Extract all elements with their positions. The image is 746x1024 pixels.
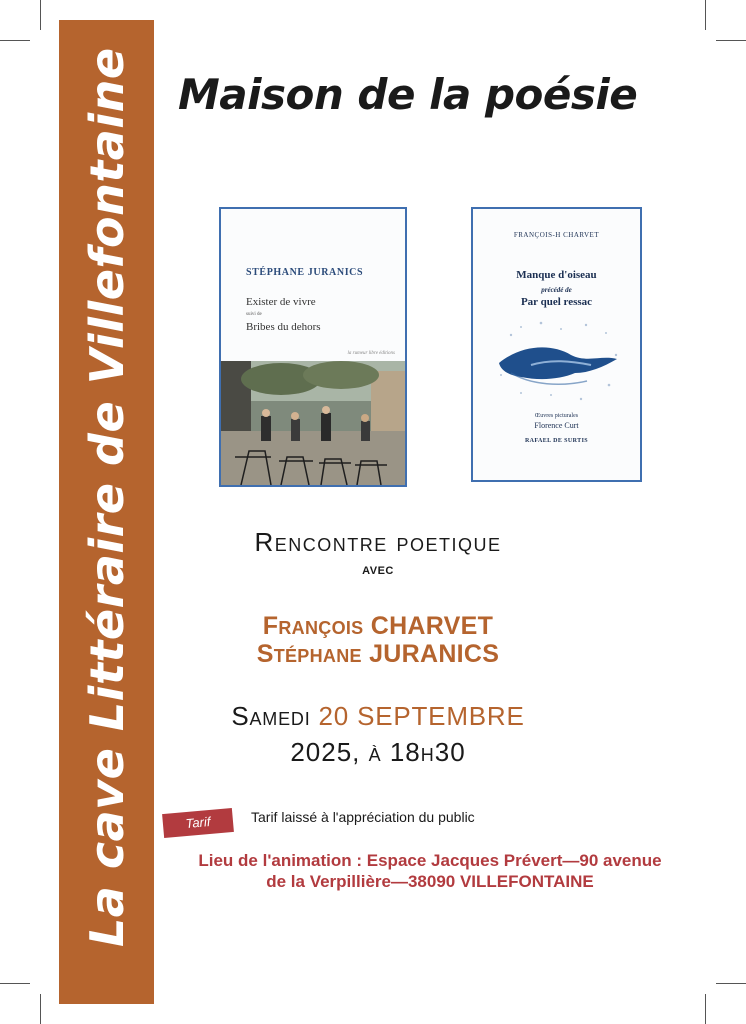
event-year-time: 2025, à 18h30 [290,737,466,767]
poet-name: Stéphane JURANICS [256,640,500,668]
poet-name: François CHARVET [262,612,494,640]
crop-mark [0,40,30,41]
tarif-text: Tarif laissé à l'appréciation du public [251,809,475,825]
event-date [178,701,578,732]
book-title: Exister de vivre [246,296,316,308]
location-line: de la Verpillière—38090 VILLEFONTAINE [266,872,594,891]
page-title: Maison de la poésie [178,70,638,119]
book-connector: suivi de [246,312,262,317]
crop-mark [40,994,41,1024]
location-address [165,850,695,892]
ink-bird-artwork [491,315,625,407]
crop-mark [705,0,706,30]
crop-mark [40,0,41,30]
book-author: FRANÇOIS-H CHARVET [513,231,600,239]
location-line: Lieu de l'animation : Espace Jacques Prévert—90 avenue [198,851,662,870]
tarif-badge: Tarif [162,808,234,838]
sidebar-banner [59,20,154,1004]
event-day: Samedi [231,701,311,731]
sidebar-label: La cave Littéraire de Villefontaine [79,47,134,947]
event-day-month: 20 SEPTEMBRE [318,701,525,731]
book-author: STÉPHANE JURANICS [246,267,364,278]
book-title: Manque d'oiseau [516,269,597,281]
book-works-label: Œuvres picturales [534,413,579,419]
event-heading: Rencontre poetique [254,527,502,557]
crop-mark [0,983,30,984]
book-subtitle: Par quel ressac [520,296,593,308]
book-publisher: RAFAEL DE SURTIS [524,438,589,444]
event-with: avec [362,561,394,578]
book-subtitle: Bribes du dehors [246,321,321,333]
book-connector: précédé de [541,286,572,294]
book-cover-juranics [219,207,407,487]
crop-mark [716,983,746,984]
cafe-terrace-photo [221,361,405,485]
book-publisher: la rumeur libre éditions [347,351,395,356]
crop-mark [705,994,706,1024]
crop-mark [716,40,746,41]
book-cover-charvet [471,207,642,482]
book-artist: Florence Curt [534,421,579,430]
